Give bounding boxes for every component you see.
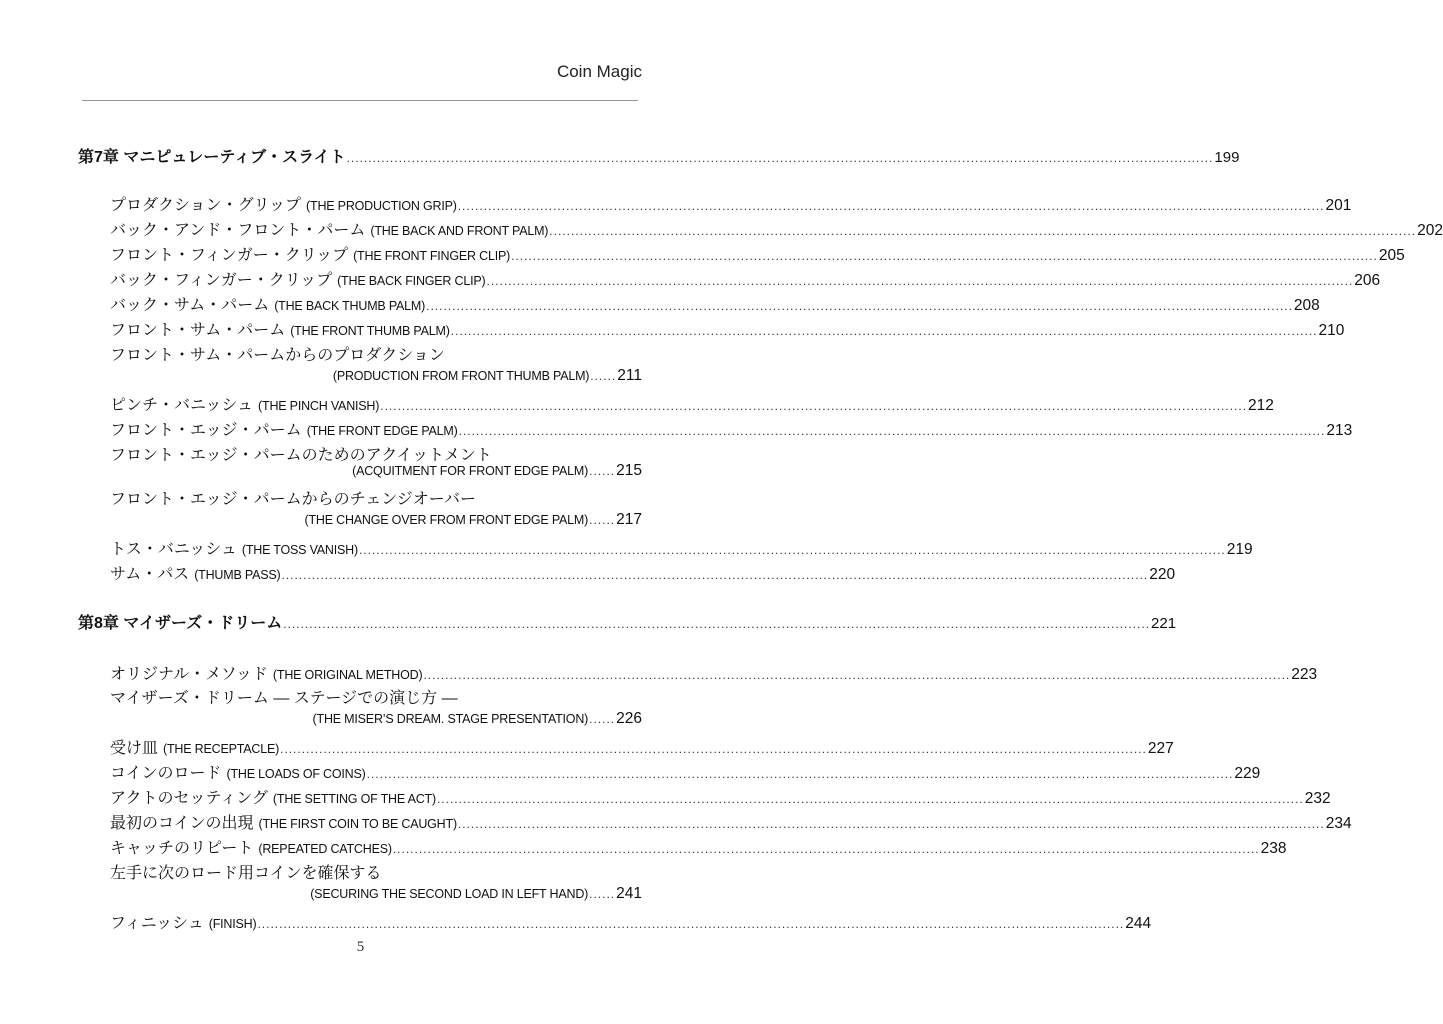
toc-entry[interactable]	[110, 661, 1318, 683]
dot-leader: ........................................................................................................................................................................................................	[257, 917, 1125, 931]
toc-entry[interactable]	[110, 685, 642, 707]
entry-title-jp: マイザーズ・ドリーム — ステージでの演じ方 —	[110, 690, 458, 707]
toc-entry[interactable]	[299, 511, 642, 533]
entry-title-jp: 最初のコインの出現	[110, 815, 254, 832]
entry-title-jp: 左手に次のロード用コインを確保する	[110, 865, 382, 882]
entry-title-en: (THE BACK AND FRONT PALM)	[370, 224, 549, 238]
page-ref: 213	[1326, 422, 1353, 439]
dot-leader: ........................................................................................................................................................................................................	[436, 792, 1304, 806]
entry-title-jp: 受け皿	[110, 740, 159, 757]
entry-title-jp: コインのロード	[110, 765, 222, 782]
dot-leader: ........................................................................................................................................................................................................	[392, 842, 1260, 856]
toc-entry[interactable]	[110, 536, 1253, 558]
page-ref: 217	[616, 511, 642, 528]
entry-title-jp: 第8章 マイザーズ・ドリーム	[78, 615, 283, 632]
dot-leader: ........................................................................................................................................................................................................	[426, 299, 1293, 313]
page-ref: 205	[1378, 247, 1405, 264]
entry-title-en: (THE PINCH VANISH)	[258, 399, 380, 413]
page-ref: 241	[616, 885, 642, 902]
page-ref: 212	[1248, 397, 1274, 414]
page-ref: 206	[1354, 272, 1381, 289]
toc-entry[interactable]	[110, 242, 1405, 264]
toc-entry[interactable]	[110, 292, 1320, 314]
entry-title-jp: フロント・エッジ・パームのためのアクイットメント	[110, 447, 492, 464]
dot-leader: ........................................................................................................................................................................................................	[423, 668, 1291, 682]
dot-leader: ......	[589, 887, 616, 901]
dot-leader: ......	[590, 369, 617, 383]
toc-entry[interactable]	[110, 417, 1353, 439]
toc-entry[interactable]	[110, 442, 642, 464]
page-ref: 202	[1417, 222, 1443, 239]
entry-title-en: (THE FIRST COIN TO BE CAUGHT)	[258, 817, 457, 831]
dot-leader: ........................................................................................................................................................................................................	[486, 274, 1354, 288]
toc-entry[interactable]	[110, 760, 1261, 782]
entry-title-jp: トス・バニッシュ	[110, 541, 237, 558]
entry-title-jp: サム・パス	[110, 566, 190, 583]
entry-title-jp: バック・フィンガー・クリップ	[110, 272, 333, 289]
dot-leader: ......	[589, 464, 616, 478]
entry-title-jp: ピンチ・バニッシュ	[110, 397, 254, 414]
page-ref: 232	[1304, 790, 1331, 807]
page-ref: 244	[1125, 915, 1152, 932]
page-ref: 221	[1151, 615, 1177, 632]
dot-leader: ........................................................................................................................................................................................................	[283, 617, 1151, 631]
entry-title-jp: バック・サム・パーム	[110, 297, 270, 314]
entry-title-en: (THE ORIGINAL METHOD)	[272, 668, 423, 682]
entry-title-jp: バック・アンド・フロント・パーム	[110, 222, 366, 239]
toc-entry[interactable]	[110, 192, 1352, 214]
page-ref: 201	[1325, 197, 1352, 214]
page-number: 5	[356, 939, 365, 955]
entry-title-jp: アクトのセッティング	[110, 790, 268, 807]
dot-leader: ........................................................................................................................................................................................................	[457, 199, 1325, 213]
entry-title-en: (THE FRONT THUMB PALM)	[290, 324, 450, 338]
toc-entry[interactable]	[110, 267, 1381, 289]
toc-entry[interactable]	[308, 710, 642, 732]
dot-leader: ........................................................................................................................................................................................................	[280, 742, 1147, 756]
page-ref: 229	[1234, 765, 1261, 782]
entry-title-en: (THE RECEPTACLE)	[163, 742, 280, 756]
toc-entry[interactable]	[110, 810, 1352, 832]
header-divider	[82, 100, 638, 101]
entry-title-en: (THE BACK THUMB PALM)	[274, 299, 426, 313]
entry-title-jp: オリジナル・メソッド	[110, 666, 268, 683]
toc-entry[interactable]	[110, 835, 1287, 857]
toc-chapter[interactable]	[78, 144, 1240, 166]
entry-title-en: (THE FRONT EDGE PALM)	[306, 424, 458, 438]
entry-title-en: (THE CHANGE OVER FROM FRONT EDGE PALM)	[304, 513, 589, 527]
entry-title-jp: キャッチのリピート	[110, 840, 254, 857]
toc-entry[interactable]	[110, 342, 642, 364]
toc-entry[interactable]	[328, 367, 642, 389]
page-ref: 234	[1325, 815, 1352, 832]
entry-title-jp: フロント・エッジ・パーム	[110, 422, 302, 439]
toc-entry[interactable]	[110, 317, 1345, 339]
toc-entry[interactable]	[110, 860, 642, 882]
page-ref: 220	[1149, 566, 1176, 583]
entry-title-en: (THE MISER’S DREAM. STAGE PRESENTATION)	[312, 712, 589, 726]
entry-title-en: (THE LOADS OF COINS)	[226, 767, 366, 781]
running-header: Coin Magic	[556, 62, 642, 81]
entry-title-jp: プロダクション・グリップ	[110, 197, 302, 214]
dot-leader: ........................................................................................................................................................................................................	[281, 568, 1149, 582]
dot-leader: ........................................................................................................................................................................................................	[366, 767, 1234, 781]
toc-chapter[interactable]	[78, 610, 1177, 632]
entry-title-en: (REPEATED CATCHES)	[258, 842, 392, 856]
entry-title-en: (PRODUCTION FROM FRONT THUMB PALM)	[332, 369, 590, 383]
entry-title-jp: フロント・エッジ・パームからのチェンジオーバー	[110, 491, 477, 508]
page-ref: 219	[1226, 541, 1253, 558]
dot-leader: ........................................................................................................................................................................................................	[380, 399, 1248, 413]
entry-title-en: (THE FRONT FINGER CLIP)	[353, 249, 511, 263]
page-ref: 199	[1214, 149, 1240, 166]
entry-title-jp: 第7章 マニピュレーティブ・スライト	[78, 149, 346, 166]
toc-entry[interactable]	[305, 885, 642, 907]
entry-title-en: (FINISH)	[208, 917, 257, 931]
entry-title-jp: フィニッシュ	[110, 915, 204, 932]
toc-entry[interactable]	[110, 486, 642, 508]
page-ref: 223	[1291, 666, 1318, 683]
entry-title-en: (THE PRODUCTION GRIP)	[306, 199, 457, 213]
page-ref: 227	[1147, 740, 1174, 757]
entry-title-en: (THE BACK FINGER CLIP)	[337, 274, 486, 288]
page-ref: 215	[616, 462, 642, 479]
entry-title-en: (SECURING THE SECOND LOAD IN LEFT HAND)	[310, 887, 589, 901]
dot-leader: ......	[589, 513, 616, 527]
entry-title-jp: フロント・サム・パームからのプロダクション	[110, 347, 445, 364]
entry-title-jp: フロント・サム・パーム	[110, 322, 286, 339]
toc-entry[interactable]	[110, 392, 1274, 414]
toc-entry[interactable]	[347, 462, 642, 484]
dot-leader: ........................................................................................................................................................................................................	[458, 424, 1326, 438]
toc-entry[interactable]	[110, 561, 1176, 583]
page-ref: 238	[1260, 840, 1287, 857]
toc-entry[interactable]	[110, 735, 1174, 757]
toc-entry[interactable]	[110, 217, 1443, 239]
page-ref: 211	[617, 367, 642, 384]
dot-leader: ........................................................................................................................................................................................................	[511, 249, 1378, 263]
dot-leader: ........................................................................................................................................................................................................	[450, 324, 1318, 338]
entry-title-en: (THE SETTING OF THE ACT)	[272, 792, 436, 806]
dot-leader: ........................................................................................................................................................................................................	[346, 151, 1214, 165]
toc-entry[interactable]	[110, 785, 1331, 807]
page-ref: 208	[1293, 297, 1320, 314]
dot-leader: ........................................................................................................................................................................................................	[358, 543, 1226, 557]
toc-entry[interactable]	[110, 910, 1152, 932]
dot-leader: ........................................................................................................................................................................................................	[549, 224, 1417, 238]
dot-leader: ........................................................................................................................................................................................................	[457, 817, 1325, 831]
entry-title-en: (THE TOSS VANISH)	[241, 543, 358, 557]
page-ref: 226	[616, 710, 642, 727]
entry-title-en: (ACQUITMENT FOR FRONT EDGE PALM)	[352, 464, 589, 478]
entry-title-en: (THUMB PASS)	[194, 568, 281, 582]
dot-leader: ......	[589, 712, 616, 726]
entry-title-jp: フロント・フィンガー・クリップ	[110, 247, 349, 264]
page-ref: 210	[1318, 322, 1345, 339]
